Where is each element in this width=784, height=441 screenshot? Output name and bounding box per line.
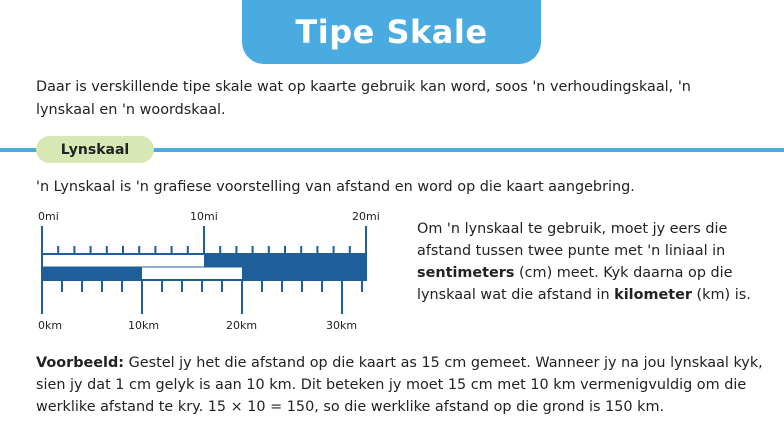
keyword-kilometer: kilometer bbox=[614, 287, 692, 303]
example-text: Gestel jy het die afstand op die kaart as 15 cm gemeet. Wanneer jy na jou lynskaal kyk, sien jy dat 1 cm gelyk is aan 10 km. Dit beteken jy moet 15 cm met 10 km vermenigvuldig om die werklike afstand te kry. 15 × 10 = 150, so die werklike afstand op die grond is 150 km. bbox=[36, 355, 763, 415]
intro-paragraph: Daar is verskillende tipe skale wat op kaarte gebruik kan word, soos 'n verhoudingskaal, 'n lynskaal en 'n woordskaal. bbox=[36, 79, 691, 118]
scale-label-20km: 20km bbox=[226, 319, 258, 332]
definition-paragraph: 'n Lynskaal is 'n grafiese voorstelling van afstand en word op die kaart aangebring. bbox=[36, 179, 635, 195]
line-scale-diagram bbox=[30, 206, 390, 334]
scale-label-30km: 30km bbox=[326, 319, 358, 332]
title-banner bbox=[242, 0, 541, 64]
example-label: Voorbeeld: bbox=[36, 355, 125, 371]
explanation-text-3: (km) is. bbox=[691, 287, 751, 303]
explanation-paragraph bbox=[417, 218, 767, 306]
scale-segment-km-1 bbox=[42, 267, 142, 280]
example-paragraph bbox=[36, 352, 766, 418]
keyword-sentimeters: sentimeters bbox=[417, 265, 515, 281]
scale-segment-km-3 bbox=[242, 267, 366, 280]
scale-label-0km: 0km bbox=[38, 319, 63, 332]
page-title: Tipe Skale bbox=[295, 13, 488, 51]
scale-label-10mi: 10mi bbox=[190, 210, 218, 223]
scale-label-0mi: 0mi bbox=[38, 210, 59, 223]
explanation-text-1: Om 'n lynskaal te gebruik, moet jy eers die afstand tussen twee punte met 'n liniaal in bbox=[417, 221, 728, 259]
section-label: Lynskaal bbox=[36, 136, 154, 163]
explanation-text-2: (cm) meet. Kyk daarna op die lynskaal wat die afstand in bbox=[417, 265, 733, 303]
scale-segment-mi-2 bbox=[204, 254, 366, 267]
scale-label-10km: 10km bbox=[128, 319, 160, 332]
scale-label-20mi: 20mi bbox=[352, 210, 380, 223]
